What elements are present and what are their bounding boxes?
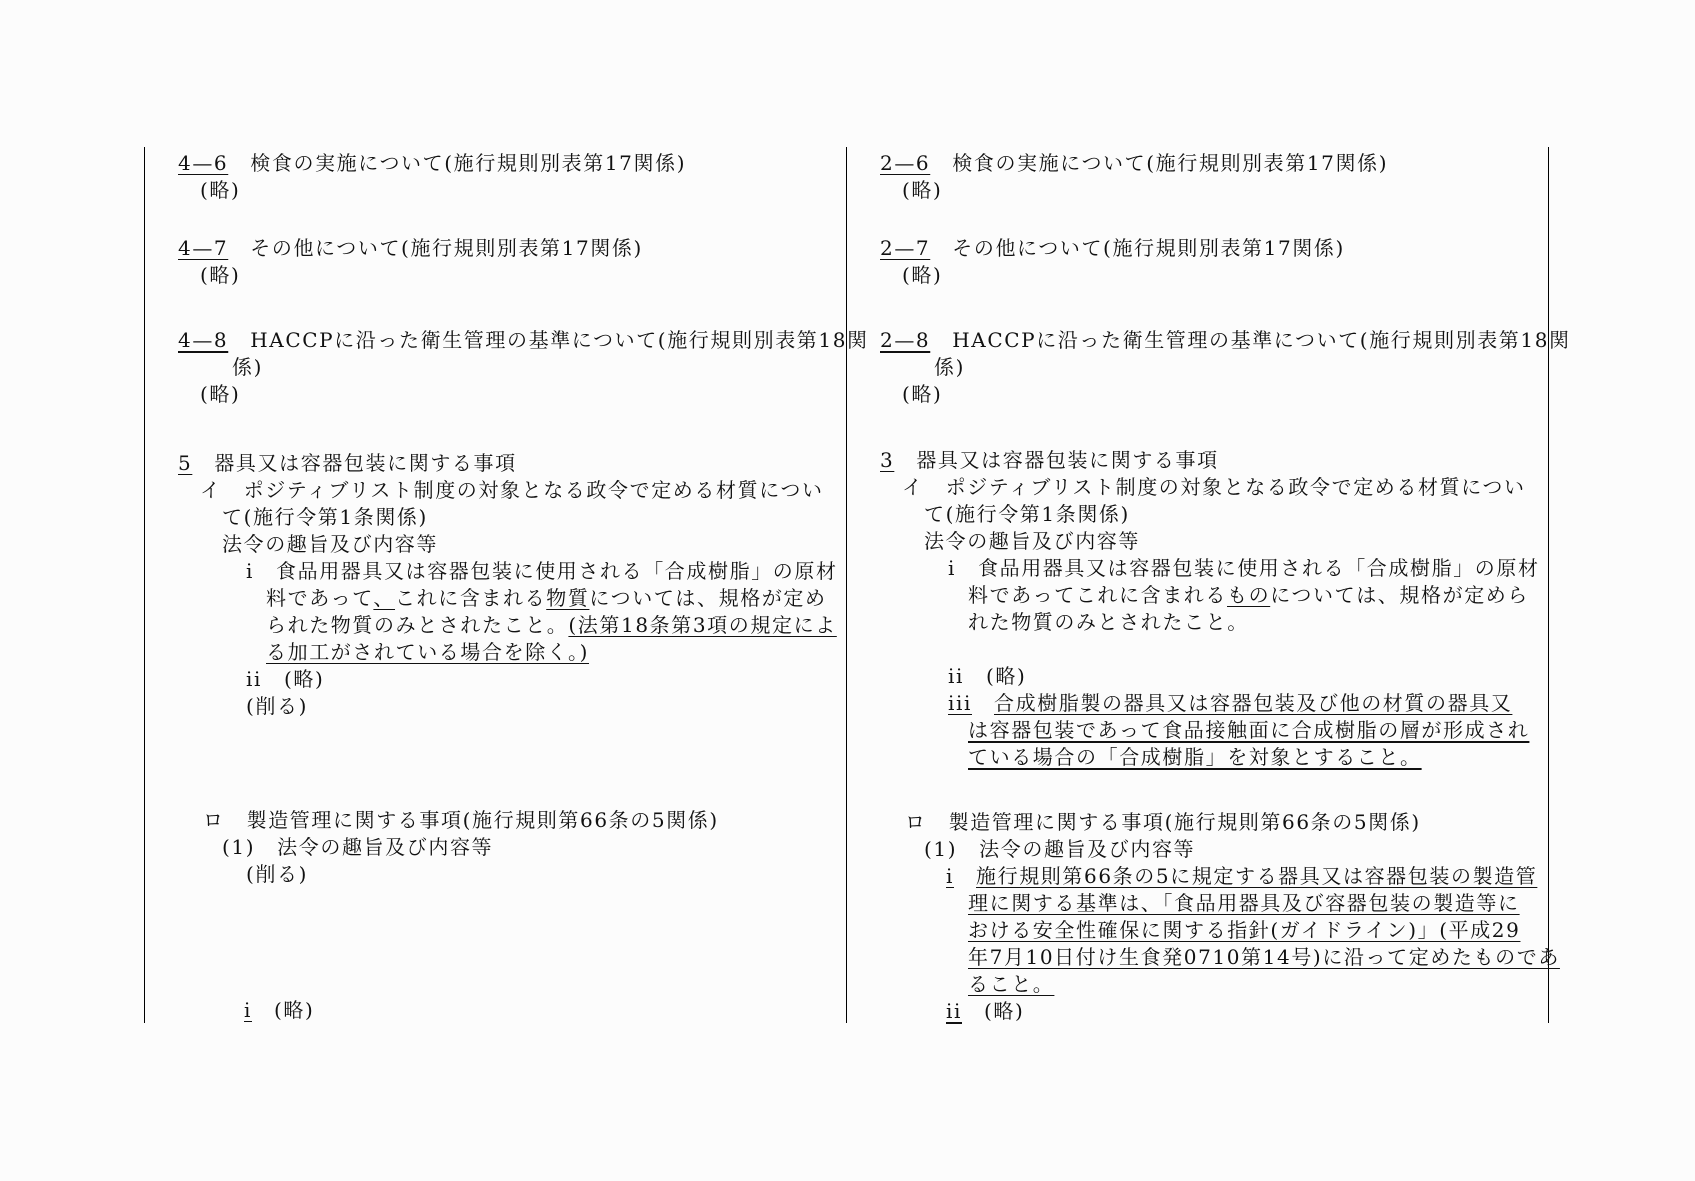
omitted-text: (略) bbox=[902, 178, 943, 202]
paragraph-line bbox=[948, 555, 1540, 581]
paragraph-line bbox=[946, 998, 1024, 1024]
text: 食品用器具又は容器包装に使用される「合成樹脂」の原材 bbox=[276, 559, 838, 583]
amended-text: る加工がされている場合を除く。) bbox=[266, 640, 590, 664]
omitted-text: (略) bbox=[986, 664, 1027, 688]
item-title-continued: て(施行令第1条関係) bbox=[222, 505, 428, 529]
omitted-text: (略) bbox=[200, 178, 241, 202]
deleted-marker: (削る) bbox=[246, 694, 309, 718]
item-label: i bbox=[246, 559, 254, 583]
amended-text: ている場合の「合成樹脂」を対象とすること。 bbox=[968, 745, 1422, 769]
amended-text: ること。 bbox=[968, 972, 1055, 996]
section-number: 3 bbox=[880, 448, 895, 472]
section-heading bbox=[880, 327, 1571, 353]
subheading: 法令の趣旨及び内容等 bbox=[222, 532, 438, 556]
section-title: 器具又は容器包装に関する事項 bbox=[214, 451, 517, 475]
omitted-text: (略) bbox=[274, 998, 315, 1022]
amended-text: 施行規則第66条の5に規定する器具又は容器包装の製造管 bbox=[976, 864, 1538, 888]
text: 料であって bbox=[266, 586, 374, 610]
item-heading bbox=[902, 474, 1526, 500]
paragraph-line bbox=[968, 917, 1520, 943]
paragraph-line bbox=[968, 890, 1520, 916]
amended-text: 年7月10日付け生食発0710第14号)に沿って定めたものであ bbox=[968, 945, 1560, 969]
omitted-text: (略) bbox=[284, 667, 325, 691]
section-title: 検食の実施について(施行規則別表第17関係) bbox=[250, 151, 687, 175]
text: については、規格が定め bbox=[589, 586, 827, 610]
section-heading bbox=[880, 235, 1345, 261]
amended-text: (法第18条第3項の規定によ bbox=[568, 613, 837, 637]
section-title: その他について(施行規則別表第17関係) bbox=[250, 236, 643, 260]
item-title-continued: て(施行令第1条関係) bbox=[924, 502, 1130, 526]
item-label: ii bbox=[946, 999, 962, 1023]
section-title: その他について(施行規則別表第17関係) bbox=[952, 236, 1345, 260]
item-label: (1) bbox=[222, 835, 256, 859]
item-label: i bbox=[244, 998, 252, 1022]
section-title: 器具又は容器包装に関する事項 bbox=[916, 448, 1219, 472]
text: については、規格が定めら bbox=[1270, 583, 1530, 607]
section-title: 検食の実施について(施行規則別表第17関係) bbox=[952, 151, 1389, 175]
omitted-text: (略) bbox=[902, 263, 943, 287]
item-label: (1) bbox=[924, 837, 958, 861]
text: られた物質のみとされたこと。 bbox=[266, 613, 569, 637]
section-title: HACCPに沿った衛生管理の基準について(施行規則別表第18関 bbox=[250, 328, 869, 352]
section-title-continued: 係) bbox=[232, 355, 264, 379]
section-number: 2—6 bbox=[880, 151, 931, 175]
item-title: 製造管理に関する事項(施行規則第66条の5関係) bbox=[948, 810, 1421, 834]
section-number: 2—8 bbox=[880, 328, 931, 352]
section-title: HACCPに沿った衛生管理の基準について(施行規則別表第18関 bbox=[952, 328, 1571, 352]
text: これに含まれる bbox=[395, 586, 547, 610]
paragraph-line bbox=[968, 582, 1529, 608]
item-title: ポジティブリスト制度の対象となる政令で定める材質につい bbox=[243, 478, 824, 502]
section-number: 4—6 bbox=[178, 151, 229, 175]
item-label: ii bbox=[246, 667, 262, 691]
paragraph-line bbox=[968, 717, 1529, 743]
item-label: ロ bbox=[905, 810, 927, 834]
omitted-text: (略) bbox=[984, 999, 1025, 1023]
item-heading bbox=[905, 809, 1421, 835]
amended-text: 理に関する基準は、「食品用器具及び容器包装の製造等に bbox=[968, 891, 1520, 915]
section-heading bbox=[880, 447, 1219, 473]
section-number: 5 bbox=[178, 451, 193, 475]
paragraph-line bbox=[946, 863, 1537, 889]
item-label: iii bbox=[948, 691, 972, 715]
paragraph-line bbox=[968, 944, 1560, 970]
amended-text: 合成樹脂製の器具又は容器包装及び他の材質の器具又 bbox=[994, 691, 1513, 715]
section-number: 2—7 bbox=[880, 236, 931, 260]
item-title: 製造管理に関する事項(施行規則第66条の5関係) bbox=[246, 808, 719, 832]
amended-text: 、 bbox=[373, 586, 396, 610]
text: 料であってこれに含まれる bbox=[968, 583, 1227, 607]
item-label: ii bbox=[948, 664, 964, 688]
omitted-text: (略) bbox=[200, 263, 241, 287]
paragraph-line: れた物質のみとされたこと。 bbox=[968, 610, 1249, 634]
section-number: 4—8 bbox=[178, 328, 229, 352]
section-heading bbox=[880, 150, 1388, 176]
paragraph-line bbox=[948, 663, 1026, 689]
item-label: イ bbox=[902, 475, 924, 499]
item-label: ロ bbox=[203, 808, 225, 832]
amended-text: もの bbox=[1227, 583, 1271, 607]
item-title: ポジティブリスト制度の対象となる政令で定める材質につい bbox=[945, 475, 1526, 499]
item-title: 法令の趣旨及び内容等 bbox=[979, 837, 1196, 861]
item-title: 法令の趣旨及び内容等 bbox=[277, 835, 494, 859]
amended-text: 物質 bbox=[546, 586, 590, 610]
omitted-text: (略) bbox=[902, 382, 943, 406]
paragraph-line bbox=[948, 690, 1512, 716]
text: 食品用器具又は容器包装に使用される「合成樹脂」の原材 bbox=[978, 556, 1540, 580]
subheading bbox=[924, 836, 1195, 862]
paragraph-line bbox=[968, 744, 1422, 770]
omitted-text: (略) bbox=[200, 382, 241, 406]
item-label: i bbox=[946, 864, 954, 888]
section-title-continued: 係) bbox=[934, 355, 966, 379]
section-number: 4—7 bbox=[178, 236, 229, 260]
item-label: イ bbox=[200, 478, 222, 502]
subheading: 法令の趣旨及び内容等 bbox=[924, 529, 1140, 553]
deleted-marker: (削る) bbox=[246, 862, 309, 886]
amended-text: は容器包装であって食品接触面に合成樹脂の層が形成され bbox=[968, 718, 1530, 742]
item-label: i bbox=[948, 556, 956, 580]
amended-text: おける安全性確保に関する指針(ガイドライン)」(平成29 bbox=[968, 918, 1521, 942]
paragraph-line bbox=[968, 971, 1054, 997]
